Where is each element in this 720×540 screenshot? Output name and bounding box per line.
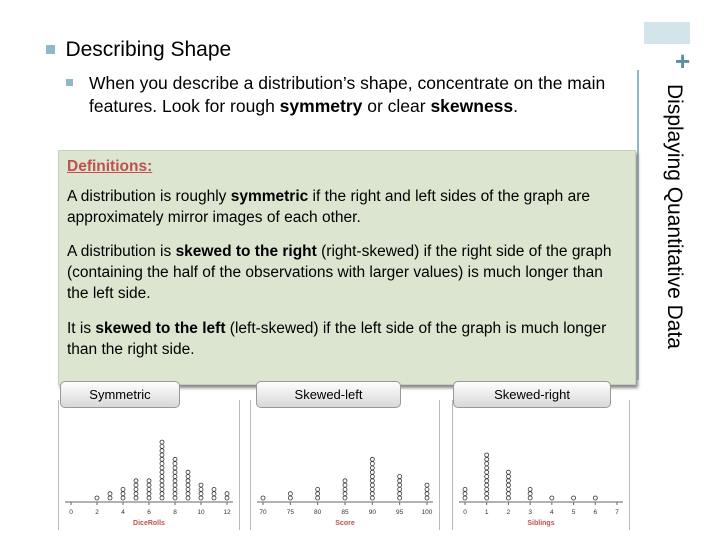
data-dot (506, 487, 510, 491)
data-dot (134, 479, 138, 483)
data-dot (528, 496, 532, 500)
data-dot (212, 492, 216, 496)
data-dot (370, 466, 374, 470)
data-dot (370, 492, 374, 496)
data-dot (485, 470, 489, 474)
x-axis-label: Siblings (527, 520, 555, 527)
data-dot (485, 492, 489, 496)
def2-a: A distribution is (67, 243, 176, 260)
data-dot (147, 483, 151, 487)
data-dot (160, 449, 164, 453)
data-dot (225, 492, 229, 496)
data-dot (186, 470, 190, 474)
tick-label: 70 (259, 509, 267, 516)
heading-text: Describing Shape (65, 38, 232, 61)
tick-label: 80 (314, 509, 322, 516)
bullet-square-icon (46, 45, 55, 54)
caption-symmetric: Symmetric (60, 381, 180, 408)
data-dot (186, 496, 190, 500)
def2-c: (right-skewed) if the right side of the graph (containing the half of the observations with larger values) is much longer than the left side. (67, 243, 612, 302)
def2-b: skewed to the right (175, 243, 317, 260)
data-dot (425, 496, 429, 500)
data-dot (160, 479, 164, 483)
data-dot (160, 470, 164, 474)
data-dot (463, 496, 467, 500)
data-dot (370, 470, 374, 474)
data-dot (160, 466, 164, 470)
def1-c: if the right and left sides of the graph are approximately mirror images of each other. (67, 188, 591, 226)
tick-label: 90 (368, 509, 376, 516)
data-dot (147, 487, 151, 491)
data-dot (160, 483, 164, 487)
tick-label: 0 (463, 509, 467, 516)
data-dot (173, 496, 177, 500)
data-dot (173, 487, 177, 491)
heading (46, 38, 231, 62)
data-dot (95, 496, 99, 500)
data-dot (199, 492, 203, 496)
sub-bullet-square-icon (66, 79, 73, 86)
definitions-title: Definitions: (67, 158, 153, 175)
data-dot (506, 492, 510, 496)
tick-label: 5 (571, 509, 576, 516)
data-dot (506, 475, 510, 479)
caption-skewed-right: Skewed-right (453, 381, 611, 408)
side-title (650, 84, 690, 384)
data-dot (398, 492, 402, 496)
definition-skewed-right (67, 241, 627, 304)
data-dot (121, 487, 125, 491)
data-dot (108, 496, 112, 500)
def3-a: It is (67, 320, 96, 337)
dotplot-symmetric-svg (59, 400, 239, 530)
data-dot (370, 475, 374, 479)
data-dot (425, 487, 429, 491)
data-dot (134, 492, 138, 496)
data-dot (316, 487, 320, 491)
data-dot (225, 496, 229, 500)
corner-accent-bar (644, 22, 690, 44)
data-dot (199, 496, 203, 500)
dotplot-symmetric (58, 400, 240, 530)
data-dot (173, 470, 177, 474)
definition-symmetric (67, 186, 627, 228)
data-dot (147, 496, 151, 500)
data-dot (370, 483, 374, 487)
tick-label: 12 (223, 509, 231, 516)
data-dot (160, 440, 164, 444)
data-dot (199, 487, 203, 491)
data-dot (261, 496, 265, 500)
tick-label: 6 (147, 509, 151, 516)
dotplot-skewed-left-svg (251, 400, 439, 530)
data-dot (186, 479, 190, 483)
tick-label: 3 (528, 509, 532, 516)
tick-label: 100 (421, 509, 433, 516)
data-dot (160, 492, 164, 496)
data-dot (398, 483, 402, 487)
data-dot (160, 496, 164, 500)
tick-label: 1 (484, 509, 489, 516)
data-dot (398, 496, 402, 500)
data-dot (316, 496, 320, 500)
sub-bullet (62, 72, 622, 118)
data-dot (160, 462, 164, 466)
x-axis-label: DiceRolls (133, 520, 165, 527)
tick-label: 95 (396, 509, 404, 516)
dotplot-skewed-right (452, 400, 630, 530)
dotplot-skewed-right-svg (453, 400, 629, 530)
data-dot (528, 487, 532, 491)
data-dot (425, 492, 429, 496)
data-dot (160, 444, 164, 448)
data-dot (343, 492, 347, 496)
def3-c: (left-skewed) if the left side of the graph is much longer than the right side. (67, 320, 607, 358)
side-title-text: Displaying Quantitative Data (663, 84, 686, 349)
data-dot (463, 492, 467, 496)
tick-label: 2 (95, 509, 99, 516)
tick-label: 7 (615, 509, 619, 516)
tick-label: 85 (341, 509, 349, 516)
data-dot (173, 462, 177, 466)
data-dot (121, 496, 125, 500)
data-dot (160, 487, 164, 491)
data-dot (288, 496, 292, 500)
definition-skewed-left (67, 318, 627, 360)
dotplot-skewed-left (250, 400, 440, 530)
data-dot (485, 457, 489, 461)
data-dot (173, 479, 177, 483)
tick-label: 0 (69, 509, 73, 516)
data-dot (485, 453, 489, 457)
def3-b: skewed to the left (95, 320, 226, 337)
tick-label: 4 (121, 509, 125, 516)
title-divider (637, 70, 639, 380)
plus-mark: + (675, 46, 691, 76)
data-dot (134, 483, 138, 487)
data-dot (550, 496, 554, 500)
data-dot (343, 479, 347, 483)
data-dot (186, 492, 190, 496)
bullet-bold-skewness: skewness (430, 96, 514, 116)
data-dot (147, 492, 151, 496)
tick-label: 2 (506, 509, 511, 516)
data-dot (343, 487, 347, 491)
data-dot (134, 487, 138, 491)
data-dot (121, 492, 125, 496)
tick-label: 4 (550, 509, 554, 516)
data-dot (572, 496, 576, 500)
def1-a: A distribution is roughly (67, 188, 231, 205)
data-dot (370, 496, 374, 500)
data-dot (485, 496, 489, 500)
def1-b: symmetric (230, 188, 309, 205)
data-dot (370, 462, 374, 466)
data-dot (160, 475, 164, 479)
x-axis-label: Score (335, 520, 355, 527)
data-dot (485, 466, 489, 470)
data-dot (134, 496, 138, 500)
bullet-part1: When you describe a distribution’s shape, concentrate on the main features. Look for rough (89, 73, 606, 116)
data-dot (593, 496, 597, 500)
data-dot (173, 466, 177, 470)
data-dot (506, 470, 510, 474)
tick-label: 10 (197, 509, 205, 516)
data-dot (528, 492, 532, 496)
data-dot (398, 479, 402, 483)
data-dot (398, 487, 402, 491)
data-dot (506, 496, 510, 500)
data-dot (186, 483, 190, 487)
bullet-part2: or clear (362, 96, 431, 116)
data-dot (425, 483, 429, 487)
data-dot (370, 479, 374, 483)
definitions-box (58, 150, 636, 385)
data-dot (173, 492, 177, 496)
data-dot (199, 483, 203, 487)
data-dot (160, 457, 164, 461)
data-dot (485, 479, 489, 483)
data-dot (108, 492, 112, 496)
data-dot (485, 475, 489, 479)
data-dot (485, 483, 489, 487)
caption-skewed-left: Skewed-left (256, 381, 401, 408)
data-dot (173, 475, 177, 479)
data-dot (160, 453, 164, 457)
data-dot (316, 492, 320, 496)
data-dot (485, 462, 489, 466)
data-dot (288, 492, 292, 496)
bullet-bold-symmetry: symmetry (279, 96, 363, 116)
data-dot (173, 457, 177, 461)
data-dot (343, 496, 347, 500)
data-dot (398, 475, 402, 479)
tick-label: 6 (593, 509, 598, 516)
data-dot (186, 475, 190, 479)
data-dot (212, 487, 216, 491)
bullet-part3: . (513, 96, 519, 116)
data-dot (485, 487, 489, 491)
sub-bullet-text (89, 72, 622, 118)
tick-label: 75 (286, 509, 294, 516)
data-dot (463, 487, 467, 491)
data-dot (212, 496, 216, 500)
data-dot (370, 487, 374, 491)
data-dot (147, 479, 151, 483)
data-dot (173, 483, 177, 487)
data-dot (186, 487, 190, 491)
data-dot (370, 457, 374, 461)
data-dot (343, 483, 347, 487)
data-dot (506, 483, 510, 487)
data-dot (506, 479, 510, 483)
tick-label: 8 (173, 509, 177, 516)
